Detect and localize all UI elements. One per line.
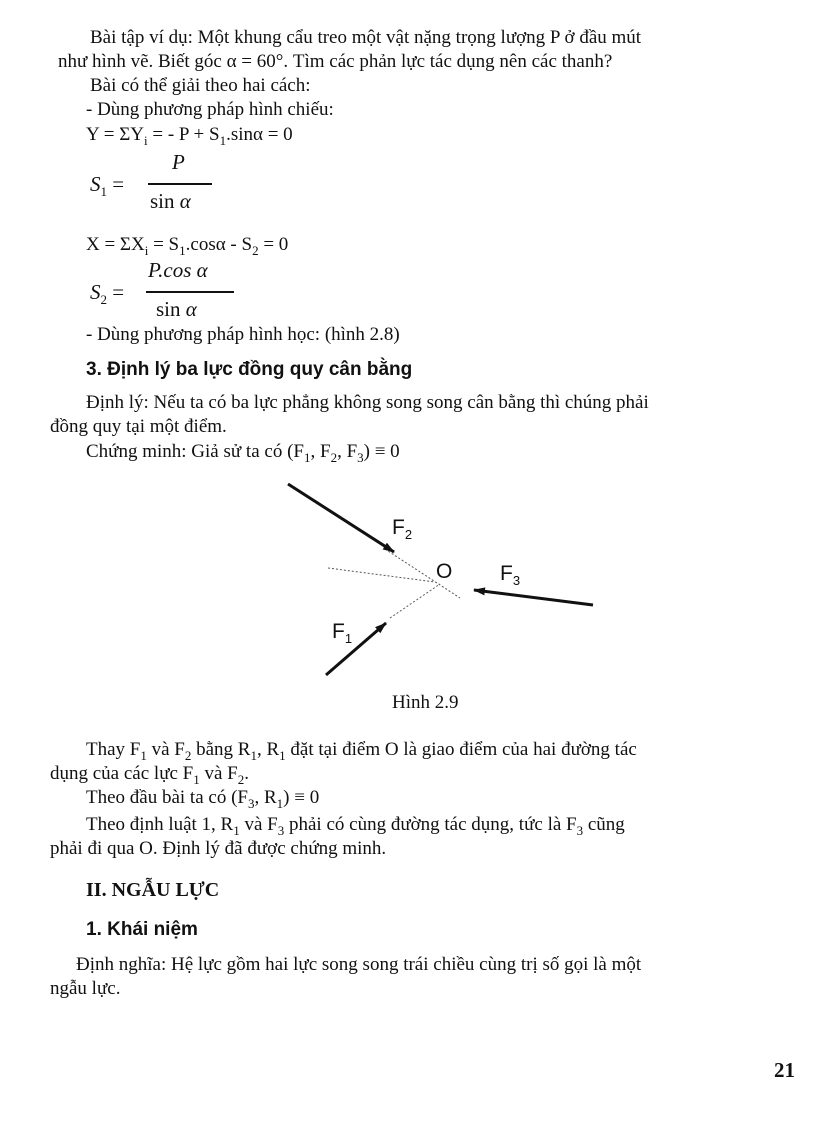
frac1-numerator: P: [172, 150, 185, 174]
p4-a: Theo định luật 1, R: [86, 814, 234, 835]
p4-s3: 3: [576, 822, 584, 838]
p1-a: Thay F: [86, 739, 141, 760]
definition-line-1: Định nghĩa: Hệ lực gồm hai lực song song trái chiều cùng trị số gọi là một: [76, 954, 642, 975]
paragraph-line-3: [86, 786, 319, 816]
fraction-s1: [90, 150, 250, 220]
eq-x-sub-2: 2: [252, 242, 259, 258]
frac1-eq: =: [112, 172, 125, 196]
proof-line: [86, 440, 400, 470]
frac2-denominator: [156, 297, 197, 322]
p3-c: ) ≡ 0: [283, 787, 320, 808]
p1-b: và F: [146, 739, 185, 760]
label-f2-sub: 2: [404, 527, 413, 543]
eq-y-sub-1: 1: [219, 132, 227, 148]
p3-a: Theo đầu bài ta có (F: [86, 787, 248, 808]
p3-b: , R: [254, 787, 277, 808]
p3-s1: 3: [247, 795, 255, 811]
eq-x-tail: = 0: [258, 234, 289, 255]
p3-s2: 1: [276, 795, 284, 811]
frac2-lhs: [90, 280, 124, 308]
force-arrow-f2: [288, 484, 394, 552]
eq-y-tail: .sinα = 0: [226, 124, 293, 145]
figure-concurrent-forces: [280, 470, 610, 680]
section-II-heading: II. NGẪU LỰC: [86, 879, 220, 901]
proof-sub-1: 1: [303, 449, 311, 465]
proof-sub-2: 2: [330, 449, 338, 465]
p1-s2: 2: [184, 747, 192, 763]
label-f3: [500, 562, 520, 588]
frac2-numerator: P.cos α: [148, 258, 208, 282]
proof-sub-3: 3: [357, 449, 364, 465]
equation-y: [86, 123, 293, 153]
intro-line-2: như hình vẽ. Biết góc α = 60°. Tìm các phản lực tác dụng nên các thanh?: [58, 51, 613, 72]
eq-x-rest: = S: [148, 234, 180, 255]
line-of-action-f3: [328, 568, 435, 582]
p2-c: .: [244, 763, 249, 784]
eq-y-label: Y = ΣY: [86, 124, 145, 145]
p4-c: phải có cùng đường tác dụng, tức là F: [284, 814, 577, 835]
frac1-den-fn: sin: [150, 189, 175, 213]
p1-s3: 1: [250, 747, 257, 763]
intro-line-4: - Dùng phương pháp hình chiếu:: [86, 99, 334, 120]
label-f2: [392, 516, 412, 542]
frac2-bar: [146, 291, 234, 293]
frac2-lhs-var: S: [90, 280, 101, 304]
proof-text: Chứng minh: Giả sử ta có (F: [86, 441, 304, 462]
label-f3-sub: 3: [512, 573, 521, 589]
p2-b: và F: [199, 763, 238, 784]
eq-x-sub-i: i: [144, 242, 149, 258]
subsection-1-heading: 1. Khái niệm: [86, 919, 198, 940]
proof-sep-1: , F: [310, 441, 331, 462]
p1-d: , R: [256, 739, 280, 760]
p4-d: cũng: [583, 814, 625, 835]
frac1-denominator: [150, 189, 191, 214]
line-of-action-f1: [390, 584, 440, 618]
frac1-lhs-var: S: [90, 172, 101, 196]
p2-s2: 2: [237, 771, 245, 787]
p4-s2: 3: [277, 822, 285, 838]
p1-s4: 1: [279, 747, 286, 763]
p1-e: đặt tại điểm O là giao điểm của hai đường tác: [285, 739, 637, 760]
intro-line-1: Bài tập ví dụ: Một khung cẩu treo một vật nặng trọng lượng P ở đầu mút: [90, 27, 642, 48]
intro-line-3: Bài có thể giải theo hai cách:: [90, 75, 311, 96]
p2-s1: 1: [193, 771, 200, 787]
paragraph-line-5: phải đi qua O. Định lý đã được chứng minh.: [50, 838, 387, 859]
label-f3-letter: F: [500, 562, 513, 585]
proof-sep-2: , F: [337, 441, 358, 462]
p1-c: bằng R: [191, 739, 251, 760]
figure-caption: Hình 2.9: [392, 692, 459, 713]
label-f1-sub: 1: [344, 631, 353, 647]
section-3-heading: 3. Định lý ba lực đồng quy cân bằng: [86, 359, 413, 380]
frac2-den-fn: sin: [156, 297, 181, 321]
frac2-den-var: α: [185, 297, 197, 321]
fraction-s2: [90, 258, 270, 328]
p2-a: dụng của các lực F: [50, 763, 194, 784]
eq-y-rest: = - P + S: [147, 124, 220, 145]
eq-x-label: X = ΣX: [86, 234, 145, 255]
p4-b: và F: [239, 814, 278, 835]
page-number: 21: [774, 1058, 795, 1082]
p1-s1: 1: [140, 747, 147, 763]
frac2-lhs-sub: 2: [100, 292, 107, 308]
frac1-lhs: [90, 172, 124, 200]
geometric-method-line: - Dùng phương pháp hình học: (hình 2.8): [86, 324, 400, 345]
label-point-o: O: [436, 560, 453, 583]
theorem-line-2: đồng quy tại một điểm.: [50, 416, 227, 437]
frac1-bar: [148, 183, 212, 185]
theorem-line-1: Định lý: Nếu ta có ba lực phẳng không song song cân bằng thì chúng phải: [86, 392, 649, 413]
label-f2-letter: F: [392, 516, 405, 539]
force-arrow-f3: [474, 590, 593, 605]
label-f1-letter: F: [332, 620, 345, 643]
label-f1: [332, 620, 352, 646]
frac1-den-var: α: [179, 189, 191, 213]
p4-s1: 1: [233, 822, 240, 838]
frac2-eq: =: [112, 280, 125, 304]
eq-y-sub-i: i: [144, 132, 148, 148]
eq-x-sub-1: 1: [179, 242, 186, 258]
proof-end: ) ≡ 0: [363, 441, 400, 462]
frac1-lhs-sub: 1: [100, 184, 107, 200]
definition-line-2: ngẫu lực.: [50, 978, 121, 999]
eq-x-mid: .cosα - S: [185, 234, 253, 255]
